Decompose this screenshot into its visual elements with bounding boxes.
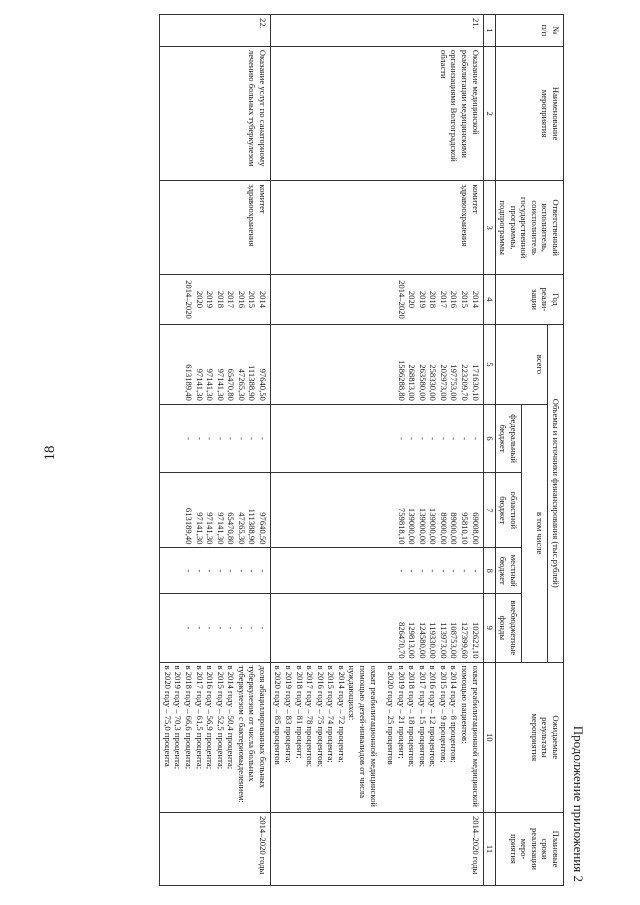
col-index: 1	[483, 15, 495, 47]
extrabudget-values: 102622,10 127399,60 108753,00 113973,00 119330,00 124580,00 129813,00 826470,70	[270, 594, 483, 662]
appendix-caption: Продолжение приложения 2	[571, 725, 586, 882]
result-text: охват реабилитационной медицинской помощью пациентов: в 2014 году – 8 процентов; в 2015 году – 9 процентов; в 2016 году – 12 процентов; в 2017 году – 15 процентов; в 2018 году – 18 процентов; в 2019 году – 21 процент; в 2020 году – 25 процентов	[386, 665, 481, 807]
header-extrabudget: внебюджетные фонды	[495, 594, 521, 662]
page-number: 18	[42, 445, 58, 461]
col-index: 11	[483, 812, 495, 885]
program-table	[159, 14, 564, 886]
years: 2014 2015 2016 2017 2018 2019 2020 2014–2020	[270, 274, 483, 324]
column-index-row	[483, 15, 495, 886]
col-index: 5	[483, 325, 495, 405]
col-index: 4	[483, 274, 495, 324]
header-local: местный бюджет	[495, 548, 521, 594]
executor: комитет здравоохранения	[160, 181, 271, 274]
header-incl: в том числе	[521, 404, 548, 662]
executor: комитет здравоохранения	[270, 181, 483, 274]
table-row-21	[270, 15, 483, 886]
federal-values: - - - - - - - -	[270, 404, 483, 472]
header-results: Ожидаемые результаты мероприятия	[495, 662, 563, 812]
col-index: 6	[483, 404, 495, 472]
rotated-page-content	[110, 8, 590, 888]
col-index: 9	[483, 594, 495, 662]
federal-values: - - - - - - - -	[160, 404, 271, 472]
row-number: 22.	[160, 15, 271, 47]
header-federal: федеральный бюджет	[495, 404, 521, 472]
measure-name: Оказание услуг по санаторному лечению больных туберкулезом	[160, 46, 271, 181]
regional-values: 69008,00 95810,10 89000,00 89000,00 139000,00 139000,00 139000,00 759818,10	[270, 473, 483, 548]
table-row-22	[160, 15, 271, 886]
col-index: 2	[483, 46, 495, 181]
result-text: охват реабилитационной медицинской помощью детей-инвалидов от числа нуждающихся: в 2014 году – 72 процента; в 2015 году – 74 процента; в 2016 году – 75 процентов; в 2017 году – 78 процентов; в 2018 году – 81 процент; в 2019 году – 83 процента; в 2020 году – 85 процентов	[273, 665, 379, 807]
result-text: доля абациллированных больных туберкулезом от числа больных туберкулезом с бактериовыделением: в 2014 году – 50,4 процента; в 2015 году – 52,5 процента; в 2016 году – 56,9 процента; в 2017 году – 61,5 процента; в 2018 году – 66,6 процента; в 2019 году – 70,3 процента; в 2020 году – 75,0 процента	[162, 665, 268, 803]
header-regional: областной бюджет	[495, 473, 521, 548]
extrabudget-values: - - - - - - - -	[160, 594, 271, 662]
col-index: 7	[483, 473, 495, 548]
measure-name: Оказание медицинской реабилитации медицинскими организациями Волгоградской области	[270, 46, 483, 181]
col-index: 3	[483, 181, 495, 274]
planned-terms: 2014–2020 годы	[270, 812, 483, 885]
total-values: 171630,10 223209,70 197753,00 202973,00 258330,00 263580,00 268813,00 1586288,80	[270, 325, 483, 405]
local-values: - - - - - - - -	[270, 548, 483, 594]
header-row-1	[548, 15, 564, 886]
regional-values: 97640,50 111388,90 47265,30 65470,80 97141,30 97141,30 97141,30 613189,40	[160, 473, 271, 548]
row-number: 21.	[270, 15, 483, 47]
header-name: Наименование мероприятия	[495, 46, 563, 181]
header-total: всего	[495, 325, 548, 405]
header-year: Год реали- зации	[495, 274, 563, 324]
total-values: 97640,50 111388,90 47265,30 65470,80 97141,30 97141,30 97141,30 613189,40	[160, 325, 271, 405]
planned-terms: 2014–2020 годы	[160, 812, 271, 885]
col-index: 10	[483, 662, 495, 812]
header-terms: Плановые сроки реализации меро- приятия	[495, 812, 563, 885]
header-num: № п/п	[495, 15, 563, 47]
years: 2014 2015 2016 2017 2018 2019 2020 2014–2020	[160, 274, 271, 324]
expected-results	[270, 662, 483, 812]
header-funding: Объемы и источники финансирования (тыс.рублей)	[548, 325, 564, 662]
header-executor: Ответственный исполнитель, соисполнитель государственной программы, подпрограммы	[495, 181, 563, 274]
col-index: 8	[483, 548, 495, 594]
local-values: - - - - - - - -	[160, 548, 271, 594]
expected-results	[160, 662, 271, 812]
